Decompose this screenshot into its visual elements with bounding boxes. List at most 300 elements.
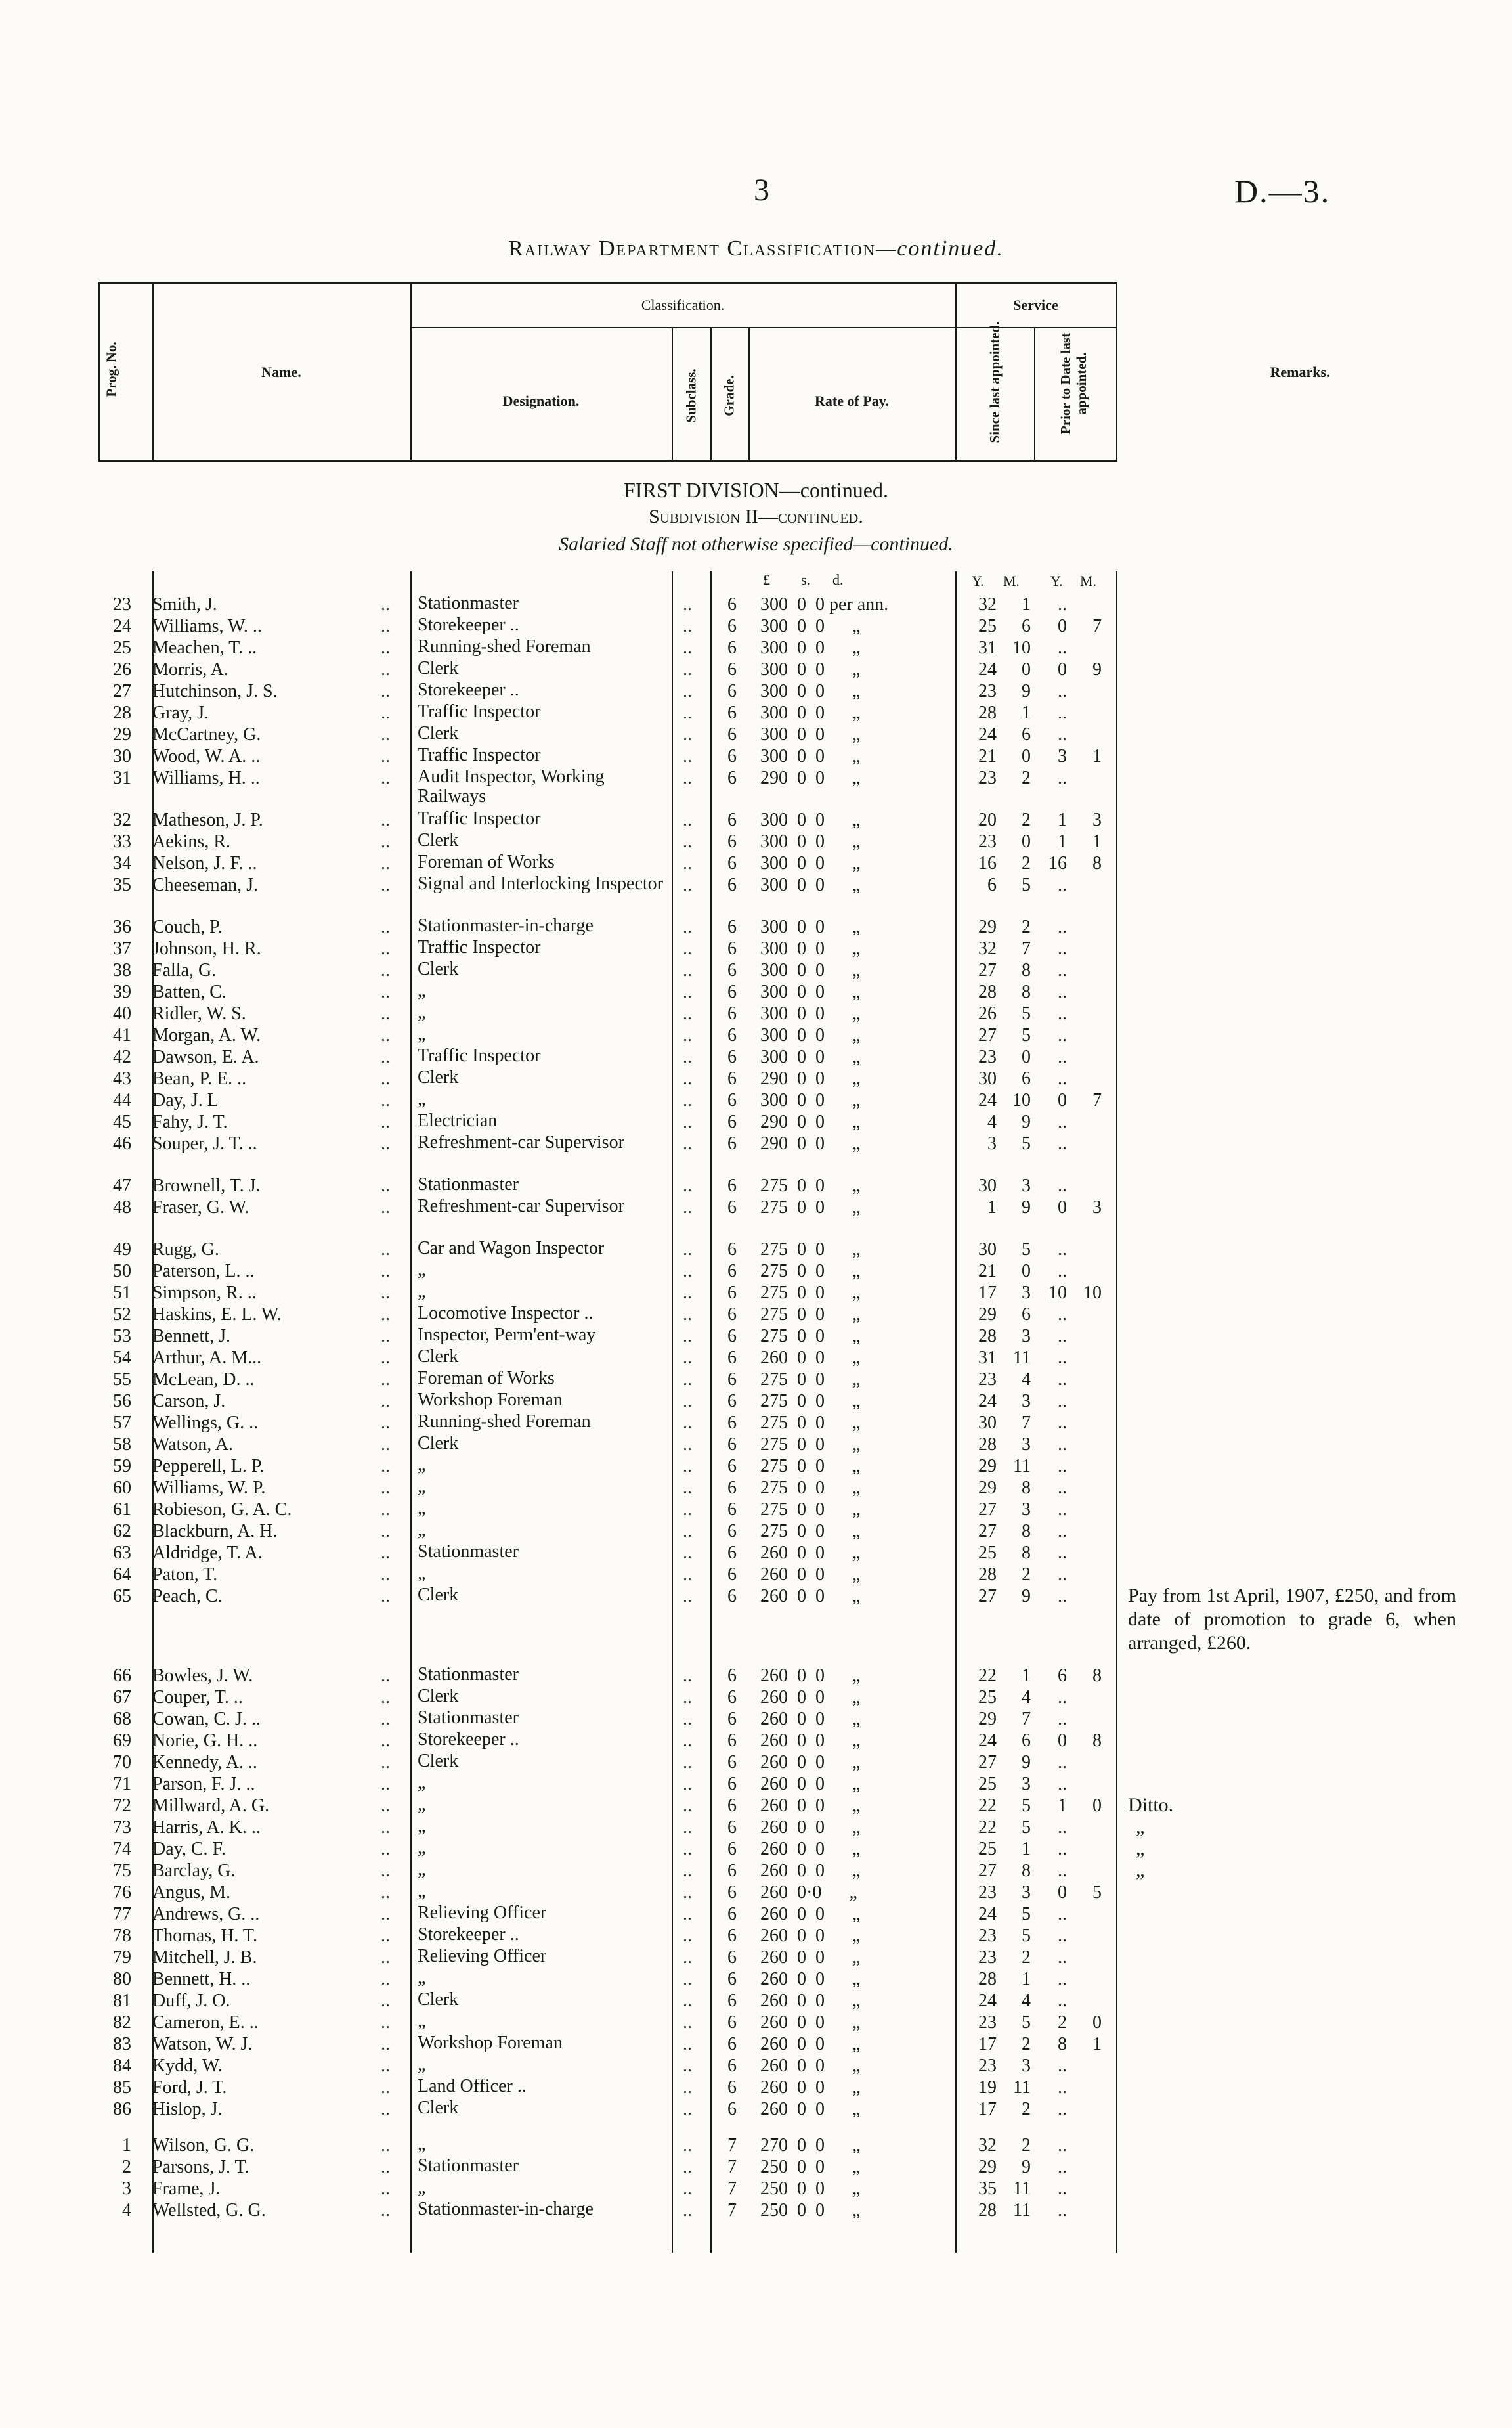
row-name: Batten, C. <box>152 982 227 1002</box>
row-designation: Car and Wagon Inspector <box>418 1238 605 1258</box>
row-grade: 6 <box>727 1731 737 1751</box>
remark-row-74: „ <box>1136 1838 1145 1859</box>
row-name: Carson, J. <box>152 1391 226 1411</box>
row-designation: Stationmaster <box>418 1708 519 1728</box>
unit-years-prior: Y. <box>1050 573 1063 589</box>
leader-dots: .. <box>381 1391 390 1411</box>
leader-dots: .. <box>381 1969 390 1989</box>
row-number: 52 <box>113 1304 131 1325</box>
row-since-years: 30 <box>978 1239 997 1260</box>
row-number: 1 <box>122 2135 131 2155</box>
table-row <box>0 1773 1512 1795</box>
row-name: Falla, G. <box>152 960 217 981</box>
row-designation: Stationmaster <box>418 1664 519 1685</box>
row-name: Kennedy, A. .. <box>152 1752 257 1773</box>
row-designation: Workshop Foreman <box>418 2033 563 2053</box>
unit-pounds: £ <box>763 571 770 588</box>
row-number: 45 <box>113 1112 131 1132</box>
table-row <box>0 1687 1512 1708</box>
row-rate-of-pay: 300 0 0 „ <box>760 1025 861 1046</box>
row-grade: 6 <box>727 1796 737 1816</box>
row-since-years: 31 <box>978 638 997 658</box>
row-number: 25 <box>113 638 131 658</box>
row-prior-years: 3 <box>1058 746 1067 766</box>
row-prior-years: .. <box>1058 1861 1067 1881</box>
row-since-years: 23 <box>978 2012 997 2033</box>
row-name: Norie, G. H. .. <box>152 1731 258 1751</box>
row-since-years: 17 <box>978 2099 997 2119</box>
row-number: 85 <box>113 2077 131 2098</box>
row-name: Cameron, E. .. <box>152 2012 259 2033</box>
row-grade: 6 <box>727 1369 737 1390</box>
row-since-months: 11 <box>1013 2178 1031 2199</box>
leader-dots: .. <box>683 831 692 852</box>
row-prior-years: .. <box>1058 1413 1067 1433</box>
leader-dots: .. <box>683 724 692 745</box>
row-since-years: 23 <box>978 1369 997 1390</box>
row-prior-years: .. <box>1058 1434 1067 1455</box>
leader-dots: .. <box>683 1112 692 1132</box>
leader-dots: .. <box>381 1817 390 1838</box>
row-name: Watson, A. <box>152 1434 233 1455</box>
row-number: 57 <box>113 1413 131 1433</box>
row-designation: „ <box>418 1476 426 1497</box>
table-row <box>0 1369 1512 1390</box>
row-prior-years: .. <box>1058 768 1067 788</box>
row-designation: „ <box>418 1024 426 1044</box>
row-name: Angus, M. <box>152 1882 231 1903</box>
table-row <box>0 1499 1512 1520</box>
row-grade: 6 <box>727 1134 737 1154</box>
remark-row-72: Ditto. <box>1128 1794 1174 1816</box>
row-since-months: 0 <box>1022 831 1031 852</box>
leader-dots: .. <box>381 1283 390 1303</box>
row-designation: Refreshment-car Supervisor <box>418 1196 624 1216</box>
row-rate-of-pay: 300 0 0 „ <box>760 831 861 852</box>
row-since-months: 9 <box>1022 1586 1031 1606</box>
row-name: Blackburn, A. H. <box>152 1521 278 1541</box>
leader-dots: .. <box>683 1969 692 1989</box>
row-rate-of-pay: 260 0 0 „ <box>760 1586 861 1606</box>
row-since-months: 0 <box>1022 659 1031 680</box>
row-since-years: 23 <box>978 831 997 852</box>
row-grade: 6 <box>727 1991 737 2011</box>
row-rate-of-pay: 260 0 0 „ <box>760 2012 861 2033</box>
leader-dots: .. <box>683 1752 692 1773</box>
row-grade: 6 <box>727 638 737 658</box>
row-rate-of-pay: 300 0 0 „ <box>760 810 861 830</box>
leader-dots: .. <box>683 2056 692 2076</box>
row-name: Nelson, J. F. .. <box>152 853 257 873</box>
leader-dots: .. <box>683 982 692 1002</box>
row-grade: 6 <box>727 746 737 766</box>
leader-dots: .. <box>381 1304 390 1325</box>
row-rate-of-pay: 260 0 0 „ <box>760 1564 861 1585</box>
row-number: 31 <box>113 768 131 788</box>
row-rate-of-pay: 275 0 0 „ <box>760 1456 861 1476</box>
row-prior-months: 3 <box>1092 810 1102 830</box>
row-since-months: 9 <box>1022 681 1031 701</box>
row-rate-of-pay: 250 0 0 „ <box>760 2178 861 2199</box>
row-grade: 6 <box>727 659 737 680</box>
row-since-years: 24 <box>978 659 997 680</box>
header-designation: Designation. <box>502 393 580 409</box>
row-since-years: 23 <box>978 1882 997 1903</box>
row-designation: Clerk <box>418 723 459 743</box>
row-prior-months: 7 <box>1092 1090 1102 1111</box>
leader-dots: .. <box>683 659 692 680</box>
row-number: 54 <box>113 1348 131 1368</box>
row-grade: 6 <box>727 1069 737 1089</box>
row-grade: 6 <box>727 1499 737 1520</box>
table-row <box>0 724 1512 745</box>
table-row <box>0 1882 1512 1903</box>
row-since-years: 27 <box>978 1586 997 1606</box>
row-name: Day, J. L <box>152 1090 219 1111</box>
leader-dots: .. <box>683 1904 692 1924</box>
row-number: 26 <box>113 659 131 680</box>
row-since-months: 5 <box>1022 1025 1031 1046</box>
row-since-months: 3 <box>1022 1774 1031 1794</box>
row-designation: „ <box>418 1563 426 1583</box>
row-number: 81 <box>113 1991 131 2011</box>
row-name: Simpson, R. .. <box>152 1283 257 1303</box>
row-prior-years: .. <box>1058 960 1067 981</box>
row-prior-years: .. <box>1058 2056 1067 2076</box>
table-row <box>0 1390 1512 1412</box>
row-number: 68 <box>113 1709 131 1729</box>
leader-dots: .. <box>683 1796 692 1816</box>
table-row <box>0 1860 1512 1882</box>
row-rate-of-pay: 260 0 0 „ <box>760 1861 861 1881</box>
row-designation: „ <box>418 1881 426 1901</box>
table-row <box>0 1025 1512 1046</box>
leader-dots: .. <box>381 1434 390 1455</box>
row-prior-years: .. <box>1058 703 1067 723</box>
row-name: Smith, J. <box>152 594 217 615</box>
row-rate-of-pay: 290 0 0 „ <box>760 1134 861 1154</box>
leader-dots: .. <box>381 1521 390 1541</box>
row-prior-years: .. <box>1058 1969 1067 1989</box>
row-designation: Locomotive Inspector .. <box>418 1303 594 1323</box>
row-prior-years: .. <box>1058 2178 1067 2199</box>
table-row <box>0 1282 1512 1304</box>
row-prior-years: .. <box>1058 1817 1067 1838</box>
row-since-years: 29 <box>978 1304 997 1325</box>
table-row <box>0 1925 1512 1947</box>
table-row <box>0 1838 1512 1860</box>
row-prior-years: .. <box>1058 1176 1067 1196</box>
row-grade: 6 <box>727 1197 737 1218</box>
leader-dots: .. <box>381 810 390 830</box>
leader-dots: .. <box>683 917 692 937</box>
row-name: Williams, W. P. <box>152 1478 266 1498</box>
leader-dots: .. <box>381 1326 390 1346</box>
leader-dots: .. <box>683 1090 692 1111</box>
row-since-months: 7 <box>1022 938 1031 959</box>
table-row <box>0 1817 1512 1838</box>
row-grade: 6 <box>727 917 737 937</box>
row-designation: Storekeeper .. <box>418 615 519 635</box>
row-name: Johnson, H. R. <box>152 938 261 959</box>
table-row <box>0 1260 1512 1282</box>
row-designation: „ <box>418 1794 426 1815</box>
row-since-months: 5 <box>1022 1926 1031 1946</box>
row-since-months: 6 <box>1022 616 1031 636</box>
row-number: 4 <box>122 2200 131 2220</box>
row-since-months: 2 <box>1022 2099 1031 2119</box>
row-since-years: 32 <box>978 594 997 615</box>
row-name: Watson, W. J. <box>152 2034 253 2054</box>
row-rate-of-pay: 275 0 0 „ <box>760 1197 861 1218</box>
header-remarks: Remarks. <box>1270 364 1330 380</box>
row-prior-years: .. <box>1058 1391 1067 1411</box>
row-rate-of-pay: 260 0 0 „ <box>760 1774 861 1794</box>
row-since-years: 25 <box>978 1774 997 1794</box>
row-rate-of-pay: 300 0 0 „ <box>760 938 861 959</box>
row-number: 63 <box>113 1543 131 1563</box>
row-prior-years: .. <box>1058 2135 1067 2155</box>
leader-dots: .. <box>683 1283 692 1303</box>
row-prior-months: 0 <box>1092 2012 1102 2033</box>
leader-dots: .. <box>683 1499 692 1520</box>
row-rate-of-pay: 260 0 0 „ <box>760 2034 861 2054</box>
row-since-months: 11 <box>1013 2077 1031 2098</box>
table-row <box>0 1046 1512 1068</box>
leader-dots: .. <box>683 1391 692 1411</box>
row-number: 72 <box>113 1796 131 1816</box>
row-since-years: 28 <box>978 2200 997 2220</box>
leader-dots: .. <box>381 1369 390 1390</box>
leader-dots: .. <box>381 2135 390 2155</box>
row-rate-of-pay: 260 0 0 „ <box>760 1543 861 1563</box>
row-prior-years: .. <box>1058 1047 1067 1067</box>
leader-dots: .. <box>381 938 390 959</box>
row-rate-of-pay: 260 0 0 „ <box>760 1947 861 1968</box>
leader-dots: .. <box>683 1326 692 1346</box>
leader-dots: .. <box>381 659 390 680</box>
row-number: 73 <box>113 1817 131 1838</box>
table-row <box>0 1003 1512 1025</box>
row-prior-years: .. <box>1058 1004 1067 1024</box>
unit-months-prior: M. <box>1080 573 1097 589</box>
row-grade: 6 <box>727 1709 737 1729</box>
row-designation: Traffic Inspector <box>418 937 541 958</box>
leader-dots: .. <box>683 1261 692 1281</box>
row-designation: Traffic Inspector <box>418 808 541 829</box>
row-since-months: 1 <box>1022 1839 1031 1859</box>
row-designation: Clerk <box>418 1585 459 1605</box>
table-row <box>0 1903 1512 1925</box>
row-since-months: 9 <box>1022 1112 1031 1132</box>
row-prior-years: 0 <box>1058 1197 1067 1218</box>
table-row <box>0 1708 1512 1730</box>
row-number: 61 <box>113 1499 131 1520</box>
row-since-years: 25 <box>978 1839 997 1859</box>
row-since-months: 1 <box>1022 594 1031 615</box>
row-since-months: 2 <box>1022 1564 1031 1585</box>
row-since-years: 16 <box>978 853 997 873</box>
table-row <box>0 1197 1512 1218</box>
row-since-months: 3 <box>1022 1882 1031 1903</box>
row-prior-years: .. <box>1058 1239 1067 1260</box>
page-title <box>0 236 1512 261</box>
row-prior-years: 2 <box>1058 2012 1067 2033</box>
row-number: 64 <box>113 1564 131 1585</box>
row-since-months: 6 <box>1022 1069 1031 1089</box>
row-name: Williams, W. .. <box>152 616 262 636</box>
row-grade: 7 <box>727 2200 737 2220</box>
row-since-months: 3 <box>1022 1326 1031 1346</box>
row-rate-of-pay: 260 0 0 „ <box>760 1926 861 1946</box>
row-rate-of-pay: 260 0 0 „ <box>760 2056 861 2076</box>
row-prior-years: .. <box>1058 1709 1067 1729</box>
row-designation: „ <box>418 2134 426 2154</box>
row-designation: „ <box>418 1455 426 1475</box>
row-grade: 6 <box>727 1239 737 1260</box>
row-name: Williams, H. .. <box>152 768 260 788</box>
row-rate-of-pay: 275 0 0 „ <box>760 1369 861 1390</box>
table-row <box>0 1090 1512 1111</box>
row-since-years: 17 <box>978 2034 997 2054</box>
row-name: Hutchinson, J. S. <box>152 681 278 701</box>
table-row <box>0 659 1512 680</box>
row-prior-years: .. <box>1058 1261 1067 1281</box>
leader-dots: .. <box>683 2157 692 2177</box>
table-row <box>0 1412 1512 1434</box>
row-prior-years: .. <box>1058 1904 1067 1924</box>
row-name: McLean, D. .. <box>152 1369 255 1390</box>
row-designation: Foreman of Works <box>418 852 555 872</box>
row-rate-of-pay: 260 0 0 „ <box>760 1817 861 1838</box>
division-heading: FIRST DIVISION—continued. <box>624 478 888 502</box>
table-row <box>0 1665 1512 1687</box>
row-prior-months: 1 <box>1092 746 1102 766</box>
row-since-months: 1 <box>1022 1666 1031 1686</box>
row-name: Parson, F. J. .. <box>152 1774 255 1794</box>
row-grade: 6 <box>727 1882 737 1903</box>
table-row <box>0 809 1512 831</box>
row-since-months: 2 <box>1022 2034 1031 2054</box>
row-prior-years: .. <box>1058 638 1067 658</box>
header-prog-no: Prog. No. <box>103 342 119 397</box>
row-since-months: 3 <box>1022 1176 1031 1196</box>
row-rate-of-pay: 260 0 0 „ <box>760 1839 861 1859</box>
row-since-months: 5 <box>1022 1817 1031 1838</box>
row-number: 60 <box>113 1478 131 1498</box>
row-prior-months: 8 <box>1092 1666 1102 1686</box>
row-prior-years: 10 <box>1048 1283 1067 1303</box>
leader-dots: .. <box>683 768 692 788</box>
leader-dots: .. <box>381 1112 390 1132</box>
table-row <box>0 1434 1512 1455</box>
row-designation: Workshop Foreman <box>418 1390 563 1410</box>
row-grade: 6 <box>727 703 737 723</box>
leader-dots: .. <box>381 1176 390 1196</box>
row-designation: Traffic Inspector <box>418 1046 541 1066</box>
row-since-years: 27 <box>978 1499 997 1520</box>
row-since-years: 6 <box>987 875 997 895</box>
row-grade: 6 <box>727 1176 737 1196</box>
row-rate-of-pay: 290 0 0 „ <box>760 768 861 788</box>
row-name: Wellsted, G. G. <box>152 2200 266 2220</box>
row-rate-of-pay: 270 0 0 „ <box>760 2135 861 2155</box>
row-grade: 7 <box>727 2178 737 2199</box>
row-designation: Clerk <box>418 1346 459 1367</box>
row-prior-years: .. <box>1058 1947 1067 1968</box>
row-number: 39 <box>113 982 131 1002</box>
row-number: 53 <box>113 1326 131 1346</box>
row-since-years: 30 <box>978 1176 997 1196</box>
leader-dots: .. <box>683 638 692 658</box>
leader-dots: .. <box>683 875 692 895</box>
leader-dots: .. <box>683 1774 692 1794</box>
row-name: Bennett, J. <box>152 1326 230 1346</box>
row-grade: 7 <box>727 2157 737 2177</box>
row-number: 76 <box>113 1882 131 1903</box>
row-name: Ridler, W. S. <box>152 1004 246 1024</box>
row-grade: 6 <box>727 1687 737 1708</box>
row-designation: Clerk <box>418 959 459 979</box>
row-designation: „ <box>418 981 426 1001</box>
row-since-months: 10 <box>1012 1090 1031 1111</box>
row-rate-of-pay: 275 0 0 „ <box>760 1239 861 1260</box>
row-name: Meachen, T. .. <box>152 638 257 658</box>
row-prior-years: .. <box>1058 982 1067 1002</box>
row-prior-years: .. <box>1058 1752 1067 1773</box>
remark-row-65: Pay from 1st April, 1907, £250, and from date of promotion to grade 6, when arranged, £260. <box>1128 1585 1456 1654</box>
row-since-months: 4 <box>1022 1369 1031 1390</box>
table-header <box>0 282 1512 466</box>
row-since-years: 23 <box>978 681 997 701</box>
row-since-months: 2 <box>1022 2135 1031 2155</box>
row-grade: 6 <box>727 681 737 701</box>
leader-dots: .. <box>381 1478 390 1498</box>
row-number: 37 <box>113 938 131 959</box>
row-since-months: 9 <box>1022 1752 1031 1773</box>
row-number: 69 <box>113 1731 131 1751</box>
row-prior-years: 6 <box>1058 1666 1067 1686</box>
row-grade: 6 <box>727 2099 737 2119</box>
row-grade: 6 <box>727 1304 737 1325</box>
row-designation: „ <box>418 2054 426 2075</box>
row-since-years: 31 <box>978 1348 997 1368</box>
row-grade: 6 <box>727 1478 737 1498</box>
row-designation: Stationmaster <box>418 593 519 613</box>
row-name: Bennett, H. .. <box>152 1969 251 1989</box>
row-grade: 6 <box>727 1861 737 1881</box>
header-name: Name. <box>261 364 301 380</box>
row-since-years: 1 <box>987 1197 997 1218</box>
leader-dots: .. <box>381 2099 390 2119</box>
row-name: Day, C. F. <box>152 1839 226 1859</box>
leader-dots: .. <box>381 1543 390 1563</box>
table-row <box>0 2199 1512 2221</box>
row-rate-of-pay: 275 0 0 „ <box>760 1521 861 1541</box>
row-grade: 6 <box>727 1666 737 1686</box>
row-name: Haskins, E. L. W. <box>152 1304 282 1325</box>
row-rate-of-pay: 260 0 0 „ <box>760 1709 861 1729</box>
row-name: Bean, P. E. .. <box>152 1069 247 1089</box>
row-prior-years: 0 <box>1058 1731 1067 1751</box>
row-designation: „ <box>418 1773 426 1793</box>
row-prior-years: 0 <box>1058 1882 1067 1903</box>
row-number: 32 <box>113 810 131 830</box>
row-rate-of-pay: 300 0 0 „ <box>760 917 861 937</box>
row-since-years: 21 <box>978 746 997 766</box>
row-rate-of-pay: 260 0 0 „ <box>760 1687 861 1708</box>
row-since-years: 23 <box>978 1926 997 1946</box>
